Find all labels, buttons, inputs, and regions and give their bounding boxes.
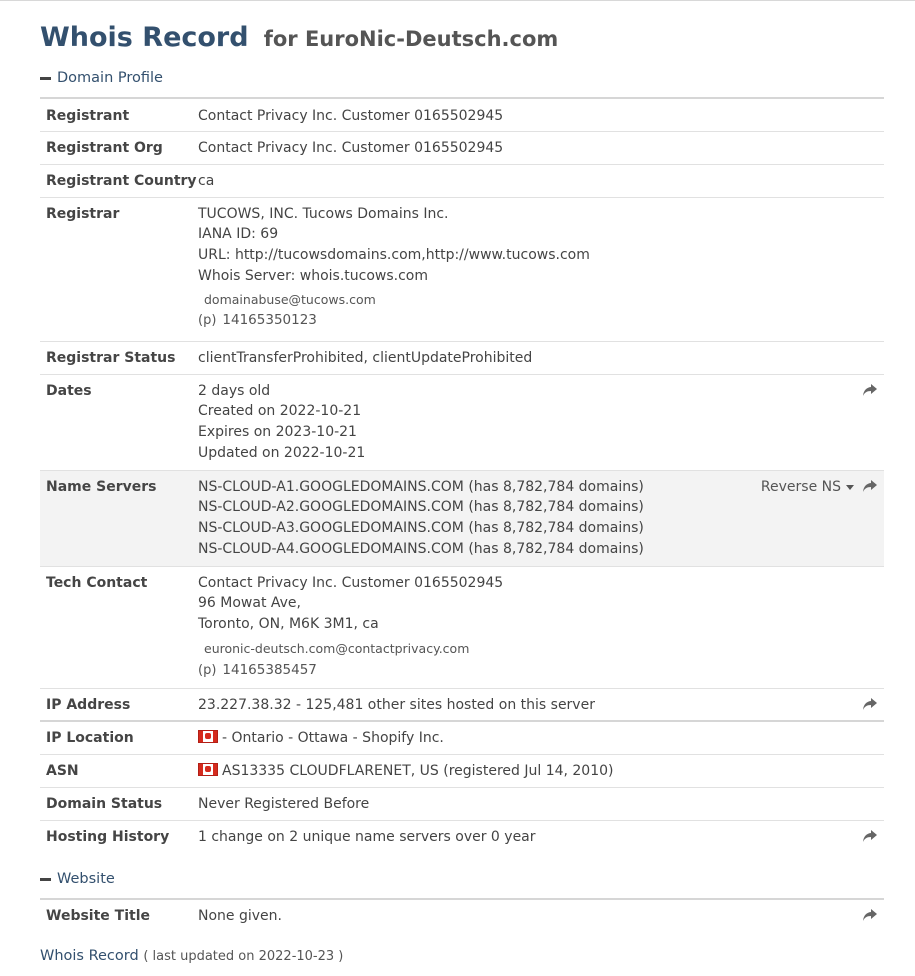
domain-profile-heading: Domain Profile <box>57 70 163 86</box>
row-name-servers <box>40 470 884 566</box>
registrant-country-label: Registrant Country <box>46 172 197 189</box>
row-registrant-org <box>40 131 884 164</box>
phone-prefix: (p) <box>198 313 217 329</box>
page-title-domain: for EuroNic-Deutsch.com <box>263 27 559 51</box>
row-ip-address <box>40 688 884 721</box>
website-title-label: Website Title <box>46 908 150 924</box>
website-title-value <box>198 899 884 932</box>
page-title-main: Whois Record <box>40 22 249 53</box>
share-arrow-icon[interactable] <box>862 479 878 493</box>
ip-address-text: 23.227.38.32 - 125,481 other sites hosted on this server <box>198 696 595 713</box>
domain-profile-toggle[interactable] <box>40 70 163 86</box>
domain-profile-table <box>40 97 884 853</box>
row-registrant <box>40 98 884 131</box>
dates-value <box>198 374 884 470</box>
ip-location-text: - Ontario - Ottawa - Shopify Inc. <box>222 730 444 746</box>
domain-status-value: Never Registered Before <box>198 795 370 812</box>
tech-contact-line: Contact Privacy Inc. Customer 0165502945 <box>198 574 504 591</box>
registrant-label: Registrant <box>46 108 130 124</box>
row-asn <box>40 754 884 787</box>
hosting-history-value <box>198 820 884 853</box>
registrar-line: URL: http://tucowsdomains.com,http://www.tucows.com <box>198 247 590 264</box>
registrar-line: TUCOWS, INC. Tucows Domains Inc. <box>198 205 449 222</box>
tech-contact-phone-number: 14165385457 <box>222 661 317 678</box>
hosting-history-label: Hosting History <box>46 828 170 845</box>
name-servers-value <box>198 470 884 566</box>
whois-record-link[interactable]: Whois Record <box>40 948 139 964</box>
tech-contact-label: Tech Contact <box>46 574 148 591</box>
share-arrow-icon[interactable] <box>862 829 878 843</box>
row-tech-contact <box>40 566 884 688</box>
registrar-status-label: Registrar Status <box>46 349 176 366</box>
name-server: NS-CLOUD-A1.GOOGLEDOMAINS.COM (has 8,782,784 domains) <box>198 478 644 495</box>
dates-updated: Updated on 2022-10-21 <box>198 444 366 461</box>
share-arrow-icon[interactable] <box>862 697 878 711</box>
registrar-email: domainabuse@tucows.com <box>204 291 376 307</box>
row-registrar <box>40 197 884 341</box>
domain-status-label: Domain Status <box>46 795 163 812</box>
name-server: NS-CLOUD-A2.GOOGLEDOMAINS.COM (has 8,782,784 domains) <box>198 499 644 516</box>
tech-contact-line: 96 Mowat Ave, <box>198 595 301 612</box>
tech-contact-value <box>198 566 884 688</box>
registrant-org-label: Registrant Org <box>46 139 163 156</box>
registrar-status-value: clientTransferProhibited, clientUpdateProhibited <box>198 349 533 366</box>
row-hosting-history <box>40 820 884 853</box>
reverse-ns-label: Reverse NS <box>760 478 841 495</box>
whois-record-footer <box>40 948 343 964</box>
dates-expires: Expires on 2023-10-21 <box>198 424 357 441</box>
page-title <box>40 16 558 54</box>
ip-address-value <box>198 688 884 721</box>
share-arrow-icon[interactable] <box>862 383 878 397</box>
website-table <box>40 898 884 932</box>
dates-created: Created on 2022-10-21 <box>198 403 362 420</box>
registrar-phone-number: 14165350123 <box>222 312 317 329</box>
minus-icon <box>40 878 51 881</box>
asn-value <box>198 754 884 787</box>
tech-contact-line: Toronto, ON, M6K 3M1, ca <box>198 616 379 633</box>
phone-prefix: (p) <box>198 662 217 678</box>
ip-location-label: IP Location <box>46 730 134 746</box>
row-website-title <box>40 899 884 932</box>
caret-down-icon <box>846 485 854 490</box>
registrant-value: Contact Privacy Inc. Customer 0165502945 <box>198 108 504 124</box>
minus-icon <box>40 77 51 80</box>
hosting-history-text: 1 change on 2 unique name servers over 0 year <box>198 828 536 845</box>
registrar-line: IANA ID: 69 <box>198 226 279 243</box>
tech-contact-email: euronic-deutsch.com@contactprivacy.com <box>204 640 470 656</box>
name-servers-label: Name Servers <box>46 478 157 495</box>
registrant-org-value: Contact Privacy Inc. Customer 0165502945 <box>198 139 504 156</box>
registrant-country-value: ca <box>198 172 215 189</box>
website-heading: Website <box>57 871 115 887</box>
row-ip-location <box>40 721 884 754</box>
registrar-value <box>198 197 884 341</box>
share-arrow-icon[interactable] <box>862 908 878 922</box>
name-server: NS-CLOUD-A4.GOOGLEDOMAINS.COM (has 8,782,784 domains) <box>198 540 644 557</box>
canada-flag-icon <box>198 730 218 743</box>
row-registrant-country <box>40 164 884 197</box>
row-dates <box>40 374 884 470</box>
last-updated-text: ( last updated on 2022-10-23 ) <box>143 949 344 964</box>
website-title-text: None given. <box>198 908 282 924</box>
reverse-ns-dropdown[interactable] <box>761 477 854 498</box>
tech-contact-phone <box>198 660 884 682</box>
canada-flag-icon <box>198 763 218 776</box>
registrar-phone <box>198 310 884 332</box>
name-server: NS-CLOUD-A3.GOOGLEDOMAINS.COM (has 8,782,784 domains) <box>198 520 644 537</box>
ip-location-value <box>198 721 884 754</box>
row-registrar-status <box>40 341 884 374</box>
ip-address-label: IP Address <box>46 696 131 713</box>
asn-label: ASN <box>46 762 79 779</box>
asn-text: AS13335 CLOUDFLARENET, US (registered Jul 14, 2010) <box>222 762 614 779</box>
dates-label: Dates <box>46 382 92 399</box>
registrar-label: Registrar <box>46 205 120 222</box>
row-domain-status <box>40 787 884 820</box>
website-toggle[interactable] <box>40 871 115 887</box>
registrar-line: Whois Server: whois.tucows.com <box>198 267 428 284</box>
dates-age: 2 days old <box>198 382 271 399</box>
